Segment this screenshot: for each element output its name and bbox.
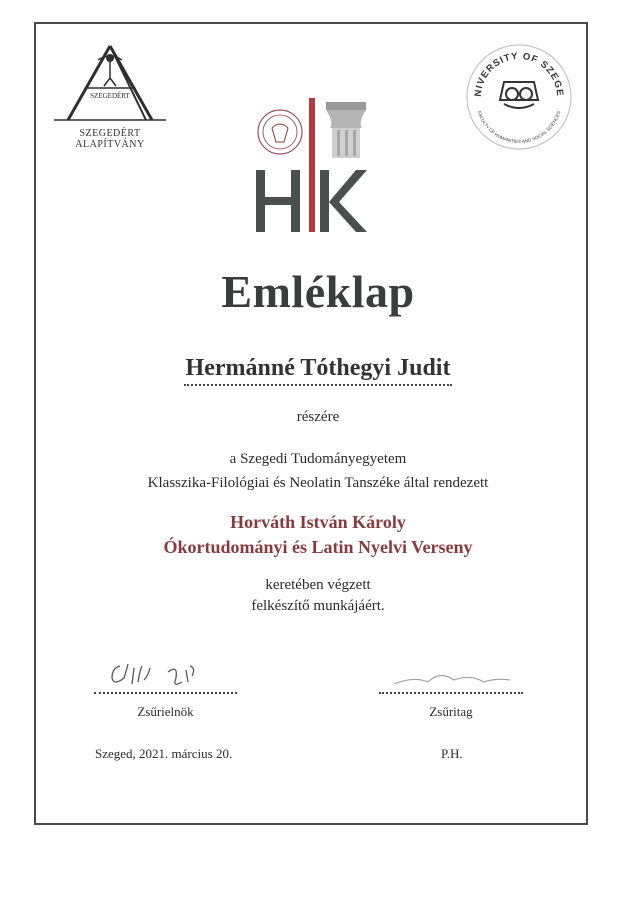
competition-name-line2: Ókortudományi és Latin Nyelvi Verseny xyxy=(163,537,473,557)
szegedert-a-icon xyxy=(46,42,174,124)
szegedert-caption: SZEGEDÉRT ALAPÍTVÁNY xyxy=(75,128,145,150)
closing-line1: keretében végzett xyxy=(265,577,371,593)
stamp-placeholder: P.H. xyxy=(441,746,463,761)
handwritten-signature-icon xyxy=(384,662,524,692)
recipient-name xyxy=(0,355,636,382)
department-line: Klasszika-Filológiai és Neolatin Tanszéke által rendezett xyxy=(147,475,489,491)
university-seal-icon xyxy=(464,42,574,152)
left-signature-line xyxy=(94,692,237,694)
szegedert-logo xyxy=(46,42,174,150)
left-signature-label: Zsűrielnök xyxy=(137,704,194,719)
competition-name-line1: Horváth István Károly xyxy=(230,512,406,532)
svg-text:SZEGEDÉRT: SZEGEDÉRT xyxy=(90,92,130,100)
closing-line2: felkészítő munkájáért. xyxy=(251,598,385,614)
left-signature-image xyxy=(98,656,238,692)
recipient-name-text: Hermánné Tóthegyi Judit xyxy=(184,355,453,386)
university-of-szeged-logo xyxy=(464,42,574,152)
certificate-title: Emléklap xyxy=(221,266,415,317)
right-signature-image xyxy=(384,662,524,692)
handwritten-signature-icon xyxy=(98,656,238,692)
hk-emblem-icon xyxy=(246,98,372,238)
right-signature-label: Zsűritag xyxy=(429,704,473,719)
right-signature-line xyxy=(379,692,523,694)
hk-logo xyxy=(246,98,372,238)
university-line: a Szegedi Tudományegyetem xyxy=(229,451,407,467)
svg-text:UNIVERSITY OF SZEGED: NIVERSITY OF SZEGE xyxy=(472,50,566,98)
svg-text:FACULTY OF HUMANITIES AND SOCI: FACULTY OF HUMANITIES AND SOCIAL SCIENCES xyxy=(476,110,562,144)
for-label: részére xyxy=(296,409,340,425)
place-date: Szeged, 2021. március 20. xyxy=(95,746,233,761)
